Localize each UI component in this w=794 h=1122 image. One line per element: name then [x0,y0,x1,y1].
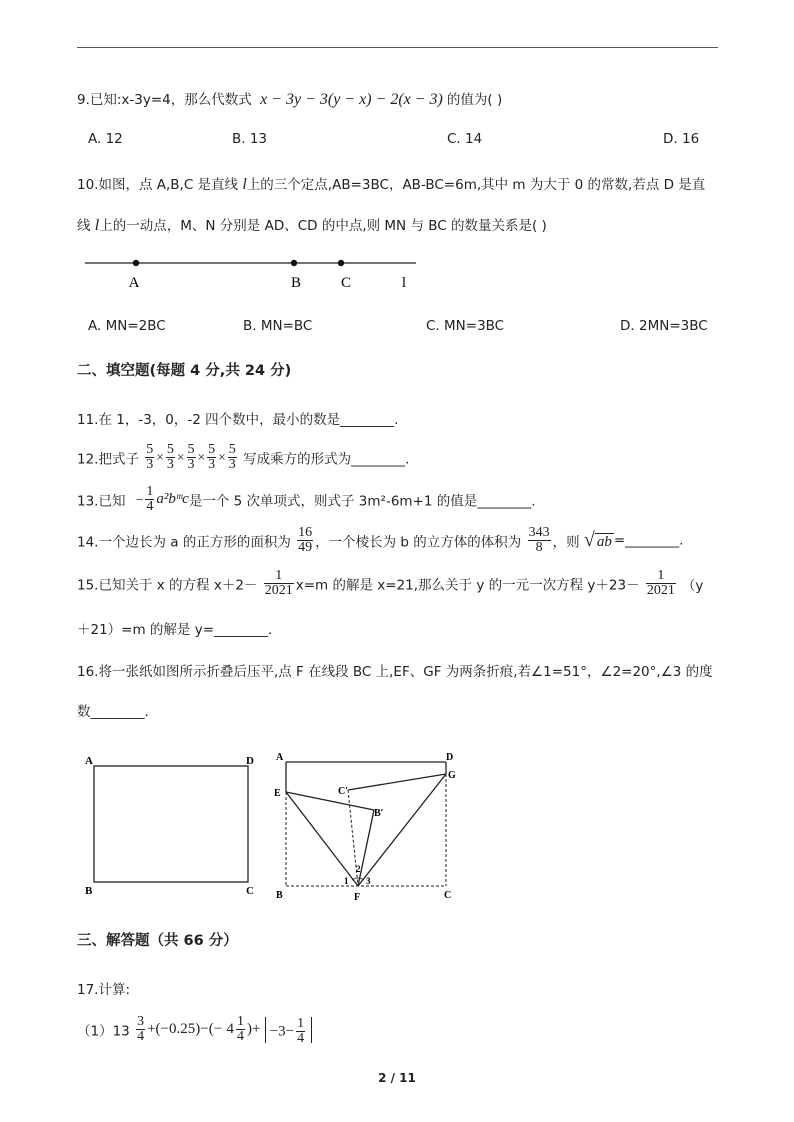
q17-frac-1 [136,1015,145,1044]
q14-frac-1 [297,526,313,555]
q14-frac-2-num: 343 [528,525,550,540]
fig2-label-c: C [444,890,452,901]
q12-times-1: × [156,449,164,465]
q12-frac-4 [207,443,216,472]
q12-frac-1-den: 3 [146,457,154,472]
q15-text-1: 15.已知关于 x 的方程 x＋2－ [77,577,258,594]
q12-times-3: × [197,449,206,465]
q12-frac-5 [228,443,237,472]
label-l: l [401,275,407,291]
q17-absolute-value [265,1015,312,1046]
header-rule [77,47,718,48]
q12-frac-4-num: 5 [208,442,216,457]
q9-expression: x − 3y − 3(y − x) − 2(x − 3) [260,91,443,108]
q15-text-3: （y [681,577,704,594]
fig1-label-a: A [85,755,93,767]
q12-frac-1-num: 5 [146,442,154,457]
q17-abs-inner: −3− [269,1023,295,1039]
section-3-heading: 三、解答题（共 66 分） [77,933,238,949]
fig2-label-d: D [446,752,454,763]
question-10-line2 [77,214,547,235]
question-17-item-1 [77,1015,312,1044]
edge-b-prime-f [358,810,374,886]
question-17-title: 17.计算: [77,982,131,998]
q12-frac-2-den: 3 [166,457,174,472]
q9-prefix: 9.已知:x-3y=4，那么代数式 [77,92,252,108]
q9-option-c: C. 14 [447,131,483,147]
fig1-label-d: D [246,755,254,767]
q13-minus: − [135,491,144,507]
q15-frac-2 [646,569,676,598]
point-a [133,260,139,266]
fig1-label-b: B [85,885,93,897]
q14-sqrt-arg: ab [596,534,612,550]
q12-times-4: × [218,449,226,465]
question-16-line1: 16.将一张纸如图所示折叠后压平,点 F 在线段 BC 上,EF、GF 为两条折痕,若∠1=51°，∠2=20°,∠3 的度 [77,664,713,680]
q10-option-b: B. MN=BC [243,318,313,334]
q17-frac-1-num: 3 [137,1014,145,1029]
question-16-line2: 数________. [77,704,149,720]
q14-frac-2-den: 8 [535,540,543,555]
q9-option-b: B. 13 [232,131,268,147]
edge-eb-prime [286,792,374,810]
question-15-line2: ＋21）=m 的解是 y=________. [77,622,273,638]
q17-frac-1-den: 4 [137,1029,145,1044]
fig1-label-c: C [246,885,254,897]
q10-option-c: C. MN=3BC [426,318,505,334]
q10-line-symbol-2: l [94,217,100,234]
q10-text-d: 上的一动点，M、N 分别是 AD、CD 的中点,则 MN 与 BC 的数量关系是( ) [99,218,547,234]
q12-suffix: 写成乘方的形式为________. [243,451,410,468]
q13-frac-num: 1 [146,484,154,499]
q12-frac-3-num: 5 [187,442,195,457]
q17-frac-2 [236,1015,245,1044]
q13-frac-den: 4 [146,499,154,514]
q10-text-a: 10.如图，点 A,B,C 是直线 [77,177,239,193]
q15-frac-1-num: 1 [264,569,294,584]
crease-ef [286,792,358,886]
page-number: 2 / 11 [378,1071,416,1085]
q12-prefix: 12.把式子 [77,451,139,468]
q15-text-2: x=m 的解是 x=21,那么关于 y 的一元一次方程 y＋23－ [295,577,640,594]
fig2-label-g: G [448,770,456,781]
q9-option-d: D. 16 [663,131,700,147]
q16-figure-folded [272,748,472,903]
q15-frac-2-num: 1 [646,569,676,584]
q14-text-1: 14.一个边长为 a 的正方形的面积为 [77,534,291,551]
q13-suffix: 是一个 5 次单项式，则式子 3m²-6m+1 的值是________. [188,493,536,510]
q12-frac-5-den: 3 [228,457,236,472]
q13-prefix: 13.已知 [77,493,126,510]
q14-frac-2 [528,526,551,555]
q17-item1-label: （1）13 [77,1023,130,1040]
question-11: 11.在 1，-3，0，-2 四个数中，最小的数是________. [77,412,399,428]
q15-frac-1 [264,569,294,598]
question-13 [77,485,536,514]
q9-suffix: 的值为( ) [446,92,503,108]
point-b [291,260,297,266]
q13-frac [145,485,154,514]
q14-text-4: =________. [613,532,684,549]
fig2-label-b-prime: B′ [374,808,384,819]
q13-monomial: a²bᵐc [156,491,189,507]
fig2-angle-3: 3 [366,876,371,886]
q12-frac-3-den: 3 [187,457,195,472]
question-9 [77,88,502,109]
fig2-label-b: B [276,890,283,901]
fig2-angle-2: 2 [356,864,361,874]
q12-times-2: × [176,449,185,465]
q12-frac-4-den: 3 [208,457,216,472]
point-c [338,260,344,266]
crease-gf [358,774,446,886]
fig2-label-a: A [276,752,284,763]
q17-mid-2: )+ [246,1021,261,1037]
q10-line-figure [80,252,425,292]
fig2-label-f: F [354,892,361,903]
q17-whole-2: 4 [226,1021,234,1037]
fig2-angle-1: 1 [344,876,349,886]
q10-line-symbol: l [242,176,247,193]
q12-frac-2 [166,443,175,472]
q14-text-3: ，则 [552,534,580,551]
q10-option-d: D. 2MN=3BC [620,318,708,334]
q10-text-c: 线 [77,218,91,234]
q10-option-a: A. MN=2BC [88,318,166,334]
label-b: B [290,275,302,291]
q17-frac-3-num: 1 [297,1015,305,1031]
q9-option-a: A. 12 [88,131,123,147]
label-c: C [340,275,352,291]
question-15-line1 [77,569,703,598]
q14-frac-1-num: 16 [298,525,313,540]
question-14 [77,526,683,555]
section-2-heading: 二、填空题(每题 4 分,共 24 分) [77,363,292,379]
q16-figure-rectangle [82,752,262,897]
fig2-label-e: E [274,788,281,799]
q14-sqrt [584,529,614,552]
question-10-line1 [77,173,705,194]
sqrt-symbol: √ [583,529,595,551]
q12-frac-2-num: 5 [166,442,174,457]
q10-text-b: 上的三个定点,AB=3BC，AB-BC=6m,其中 m 为大于 0 的常数,若点 D 是直 [246,177,706,193]
q12-frac-5-num: 5 [228,442,236,457]
question-12 [77,443,409,472]
q14-text-2: ，一个棱长为 b 的立方体的体积为 [315,534,522,551]
q17-frac-2-den: 4 [236,1029,244,1044]
q17-mid-1: +(−0.25)−(− [147,1021,223,1037]
q17-frac-3-den: 4 [297,1030,305,1046]
rectangle-abcd [94,766,248,882]
q17-frac-2-num: 1 [236,1014,244,1029]
q15-frac-1-den: 2021 [264,583,293,598]
q12-frac-1 [145,443,154,472]
label-a: A [128,275,140,291]
q17-frac-3 [296,1017,305,1046]
q14-frac-1-den: 49 [298,540,313,555]
q15-frac-2-den: 2021 [646,583,675,598]
q12-frac-3 [187,443,196,472]
fig2-label-c-prime: C′ [338,786,349,797]
edge-gc-prime [348,774,446,790]
